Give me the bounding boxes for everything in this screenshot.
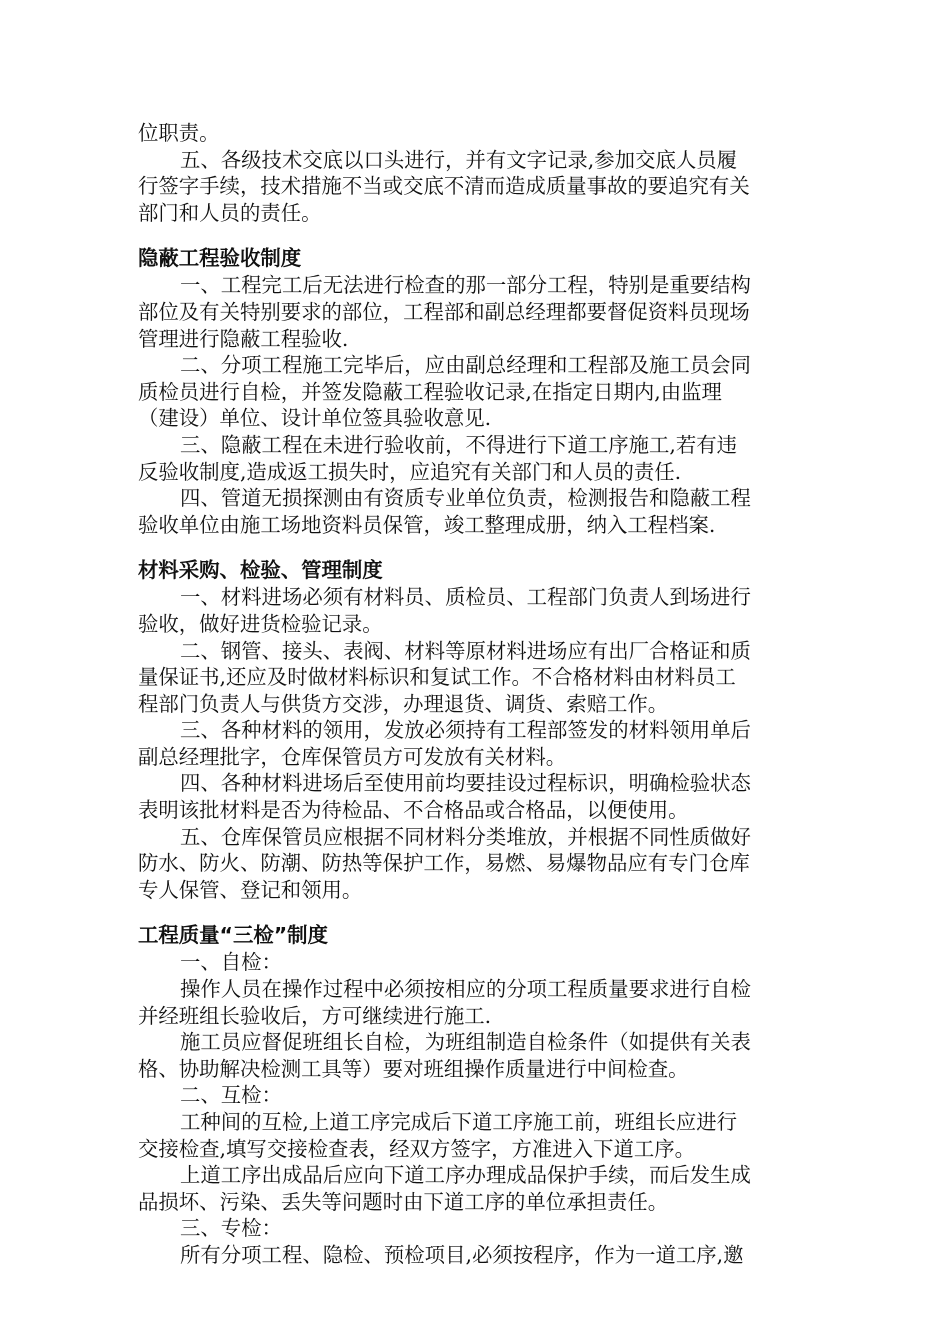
section-concealed-works [138, 245, 816, 538]
text-line: 五、各级技术交底以口头进行，并有文字记录,参加交底人员履 [180, 147, 738, 172]
intro-block [138, 120, 816, 226]
document-page [138, 120, 816, 1269]
text-line: 四、管道无损探测由有资质专业单位负责，检测报告和隐蔽工程 [180, 486, 751, 511]
text-line: 二、分项工程施工完毕后，应由副总经理和工程部及施工员会同 [180, 353, 751, 378]
text-line: 部位及有关特别要求的部位，工程部和副总经理都要督促资料员现场 [138, 299, 750, 324]
text-line: 部门和人员的责任。 [138, 200, 322, 225]
text-line: 品损坏、污染、丢失等问题时由下道工序的单位承担责任。 [138, 1189, 669, 1214]
text-line: 三、隐蔽工程在未进行验收前，不得进行下道工序施工,若有违 [180, 432, 738, 457]
text-line: 一、工程完工后无法进行检查的那一部分工程，特别是重要结构 [180, 273, 751, 298]
text-line: 一、材料进场必须有材料员、质检员、工程部门负责人到场进行 [180, 585, 751, 610]
text-line: 四、各种材料进场后至使用前均要挂设过程标识，明确检验状态 [180, 771, 751, 796]
section-heading: 工程质量“三检”制度 [138, 923, 328, 948]
text-line: 二、钢管、接头、表阀、材料等原材料进场应有出厂合格证和质 [180, 638, 751, 663]
text-line: 上道工序出成品后应向下道工序办理成品保护手续，而后发生成 [180, 1163, 751, 1188]
text-line: 三、各种材料的领用，发放必须持有工程部签发的材料领用单后 [180, 718, 751, 743]
text-line: 验收，做好进货检验记录。 [138, 611, 383, 636]
text-line: 程部门负责人与供货方交涉，办理退货、调货、索赔工作。 [138, 691, 669, 716]
text-line: 交接检查,填写交接检查表，经双方签字，方准进入下道工序。 [138, 1136, 696, 1161]
text-line: 防水、防火、防潮、防热等保护工作，易燃、易爆物品应有专门仓库 [138, 851, 750, 876]
text-line: （建设）单位、设计单位签具验收意见. [138, 406, 492, 431]
text-line: 副总经理批字，仓库保管员方可发放有关材料。 [138, 744, 567, 769]
text-line: 量保证书,还应及时做材料标识和复试工作。不合格材料由材料员工 [138, 665, 736, 690]
text-line: 并经班组长验收后，方可继续进行施工. [138, 1003, 492, 1028]
text-line: 反验收制度,造成返工损失时，应追究有关部门和人员的责任. [138, 459, 682, 484]
text-line: 专人保管、登记和领用。 [138, 877, 363, 902]
text-line: 行签字手续，技术措施不当或交底不清而造成质量事故的要追究有关 [138, 174, 750, 199]
section-heading: 隐蔽工程验收制度 [138, 246, 302, 271]
text-line: 表明该批材料是否为待检品、不合格品或合格品，以便使用。 [138, 798, 689, 823]
text-line: 工种间的互检,上道工序完成后下道工序施工前，班组长应进行 [180, 1110, 738, 1134]
text-line: 二、互检： [180, 1083, 282, 1108]
section-heading: 材料采购、检验、管理制度 [138, 558, 383, 583]
section-three-checks [138, 922, 816, 1268]
text-line: 施工员应督促班组长自检，为班组制造自检条件（如提供有关表 [180, 1030, 751, 1055]
text-line: 五、仓库保管员应根据不同材料分类堆放，并根据不同性质做好 [180, 824, 751, 849]
text-line: 一、自检： [180, 950, 282, 975]
text-line: 验收单位由施工场地资料员保管，竣工整理成册，纳入工程档案. [138, 512, 716, 537]
text-line: 所有分项工程、隐检、预检项目,必须按程序，作为一道工序,邀 [180, 1242, 744, 1267]
text-line: 质检员进行自检，并签发隐蔽工程验收记录,在指定日期内,由监理 [138, 379, 722, 404]
text-line: 格、协助解决检测工具等）要对班组操作质量进行中间检查。 [138, 1056, 689, 1081]
text-line: 操作人员在操作过程中必须按相应的分项工程质量要求进行自检 [180, 977, 751, 1002]
section-material-procurement [138, 557, 816, 903]
text-line: 位职责。 [138, 121, 220, 145]
text-line: 三、专检： [180, 1216, 282, 1241]
text-line: 管理进行隐蔽工程验收. [138, 326, 349, 351]
